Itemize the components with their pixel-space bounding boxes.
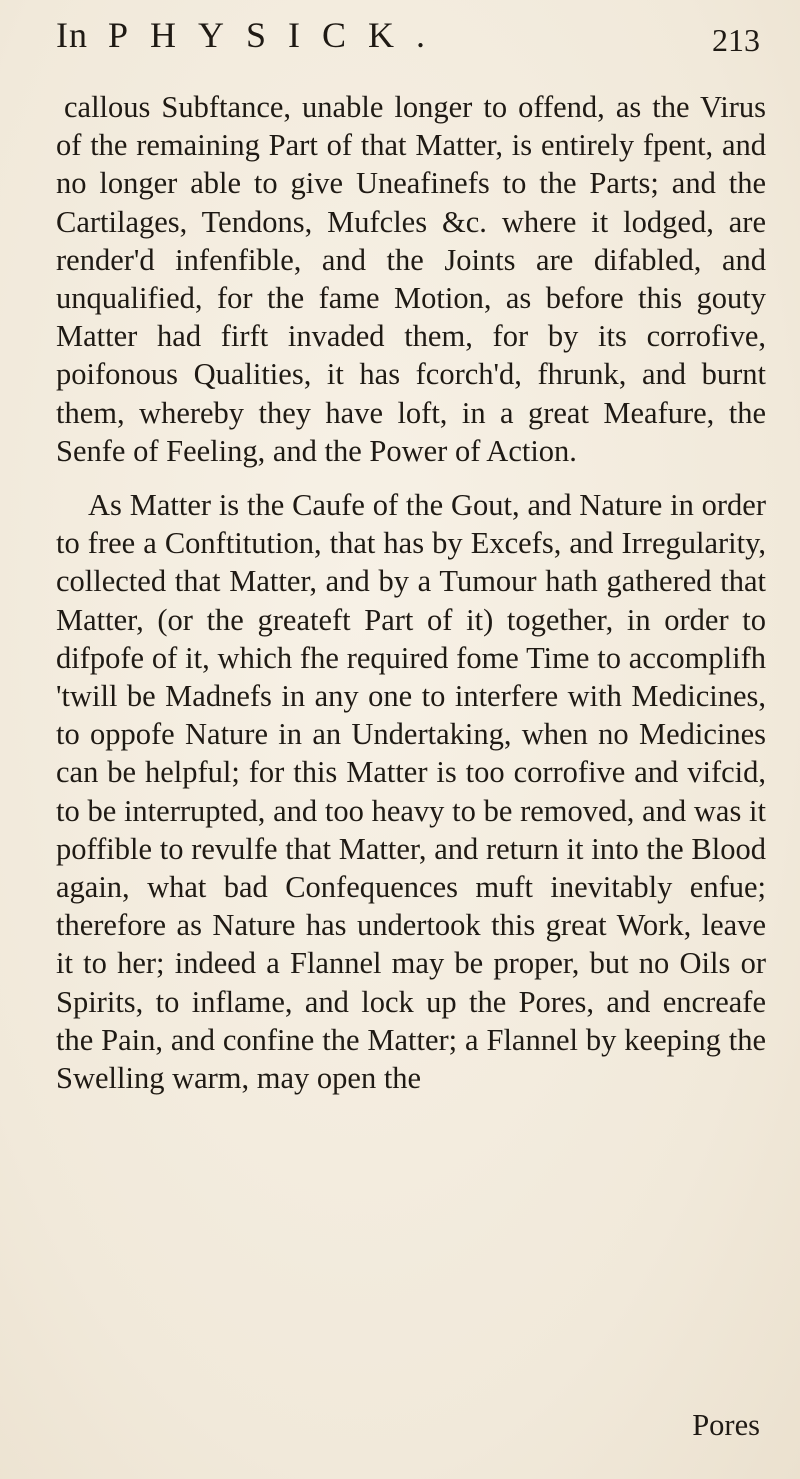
paragraph-2: As Matter is the Caufe of the Gout, and Nature in order to free a Conftitution, that has by Excefs, and Irregularity, collected that Matter, and by a Tumour hath gathered that Matter, (or the greateft Part of it) together, in order to difpofe of it, which fhe required fome Time to accomplifh 'twill be Madnefs in any one to interfere with Medicines, to oppofe Nature in an Undertaking, when no Medicines can be helpful; for this Matter is too corrofive and vifcid, to be interrupted, and too heavy to be removed, and was it poffible to revulfe that Matter, and return it into the Blood again, what bad Confequences muft inevitably enfue; therefore as Nature has undertook this great Work, leave it to her; indeed a Flannel may be proper, but no Oils or Spirits, to inflame, and lock up the Pores, and encreafe the Pain, and confine the Matter; a Flannel by keeping the Swelling warm, may open the: [56, 488, 766, 1096]
catchword: Pores: [692, 1408, 760, 1442]
page-number: 213: [712, 22, 760, 58]
paragraph-1: callous Subftance, unable longer to offend, as the Virus of the remaining Part of that Matter, is entirely fpent, and no longer able to give Uneafinefs to the Parts; and the Cartilages, Tendons, Mufcles &c. where it lodged, are render'd infenfible, and the Joints are difabled, and unqualified, for the fame Motion, as before this gouty Matter had firft invaded them, for by its corrofive, poifonous Qualities, it has fcorch'd, fhrunk, and burnt them, whereby they have loft, in a great Meafure, the Senfe of Feeling, and the Power of Action.: [56, 90, 766, 468]
body-text: [56, 88, 766, 1097]
running-head-prefix: In: [56, 15, 88, 55]
running-head-title: PHYSICK.: [108, 15, 448, 55]
running-head: [56, 10, 760, 62]
